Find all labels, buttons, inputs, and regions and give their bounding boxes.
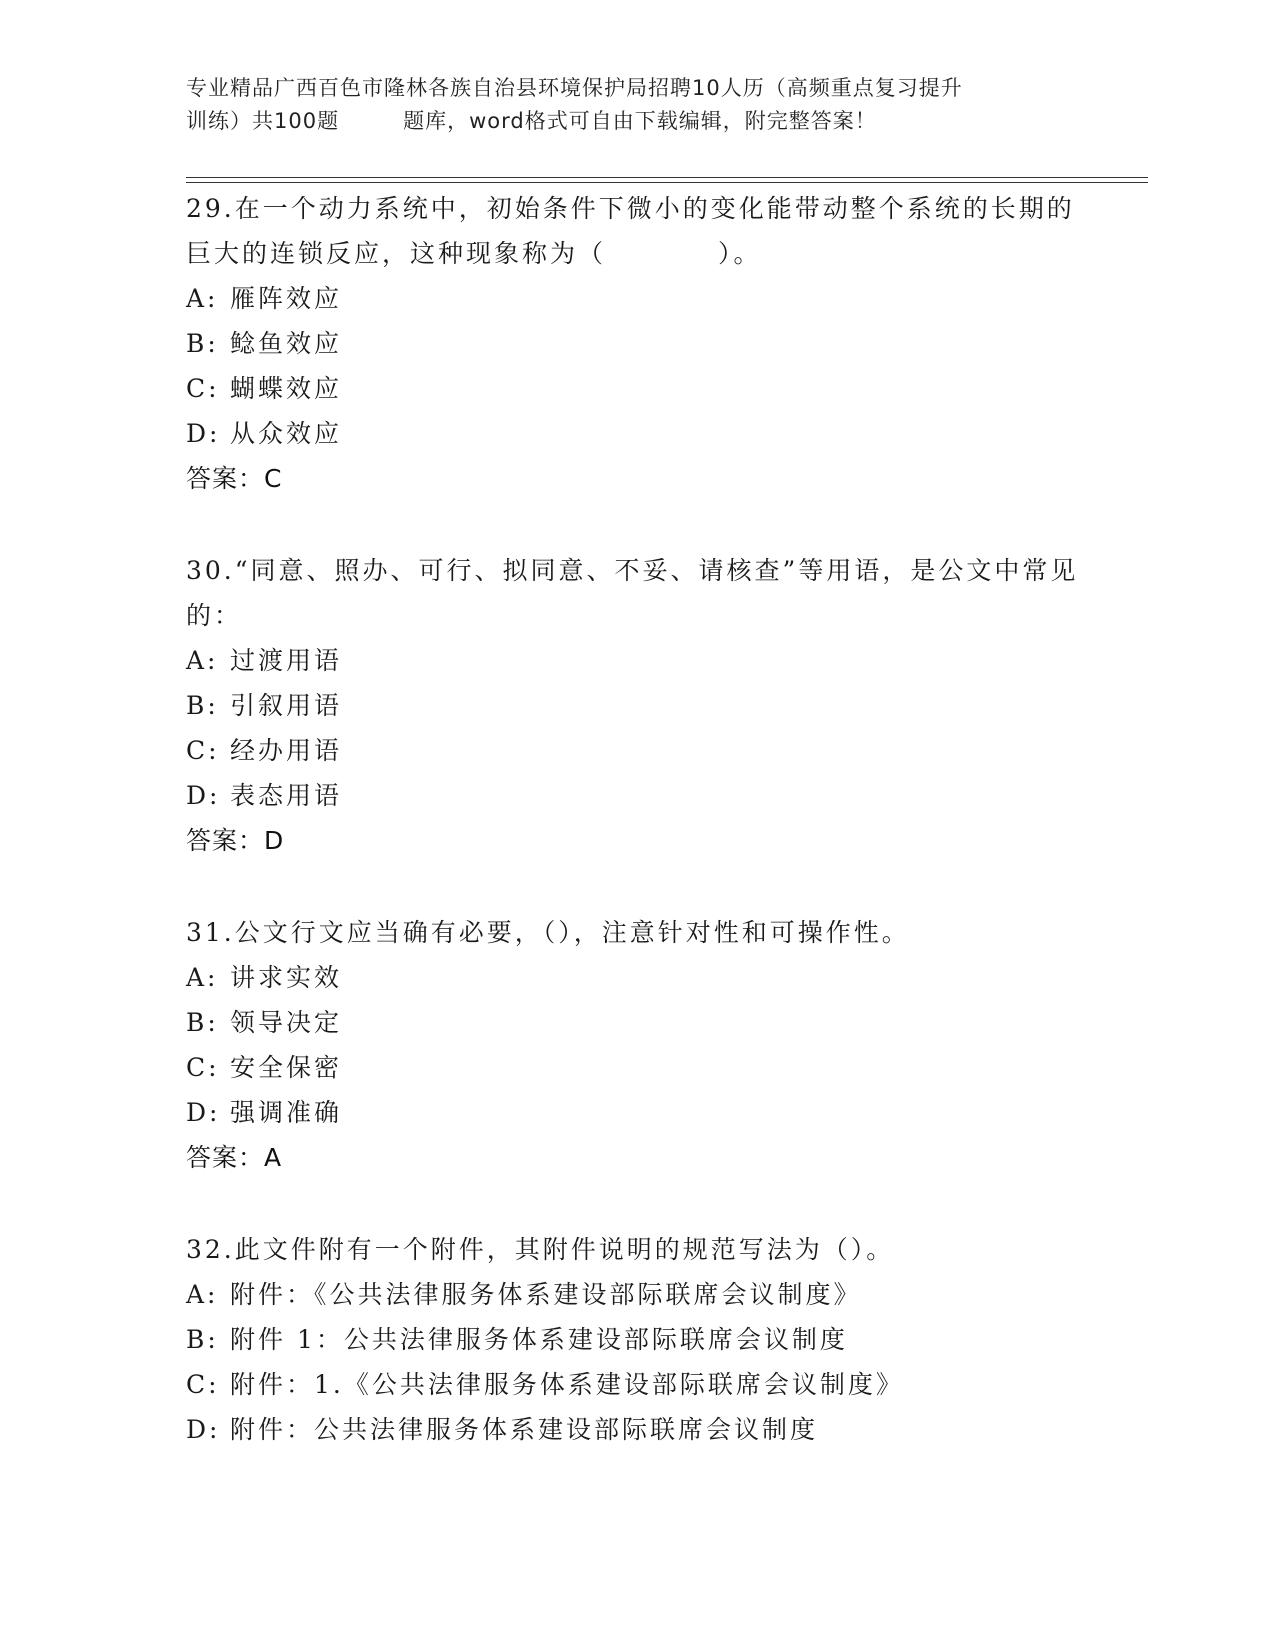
option-text: 讲求实效 <box>230 963 343 992</box>
option-c <box>186 366 1086 411</box>
option-key: D: <box>186 1415 221 1444</box>
option-text: 领导决定 <box>230 1008 343 1037</box>
option-d <box>186 1090 1086 1135</box>
option-b <box>186 683 1086 728</box>
header-line-1: 专业精品广西百色市隆林各族自治县环境保护局招聘10人历（高频重点复习提升 <box>186 76 963 100</box>
option-key: B: <box>186 1008 219 1037</box>
question-spacer <box>186 1180 1086 1227</box>
option-key: A: <box>186 646 219 675</box>
option-d <box>186 773 1086 818</box>
option-key: C: <box>186 736 220 765</box>
question-list <box>186 186 1086 1452</box>
option-key: D: <box>186 781 221 810</box>
option-a <box>186 276 1086 321</box>
option-text: 附件：《公共法律服务体系建设部际联席会议制度》 <box>230 1280 862 1309</box>
option-key: B: <box>186 691 219 720</box>
option-c <box>186 1045 1086 1090</box>
header-divider-top <box>186 177 1148 178</box>
option-text: 强调准确 <box>230 1098 343 1127</box>
option-text: 过渡用语 <box>230 646 343 675</box>
option-c <box>186 728 1086 773</box>
option-key: C: <box>186 374 220 403</box>
option-b <box>186 321 1086 366</box>
option-key: C: <box>186 1053 220 1082</box>
option-key: B: <box>186 1325 219 1354</box>
option-text: 蝴蝶效应 <box>230 374 343 403</box>
option-text: 鲶鱼效应 <box>230 329 343 358</box>
answer-line: 答案：C <box>186 464 283 493</box>
option-b <box>186 1317 1086 1362</box>
option-text: 安全保密 <box>230 1053 343 1082</box>
question-text: 30.“同意、照办、可行、拟同意、不妥、请核查”等用语，是公文中常见的： <box>186 556 1079 630</box>
option-key: B: <box>186 329 219 358</box>
option-key: D: <box>186 1098 221 1127</box>
question-29 <box>186 186 1086 501</box>
answer-line: 答案：D <box>186 826 285 855</box>
option-key: A: <box>186 1280 219 1309</box>
option-text: 经办用语 <box>230 736 343 765</box>
question-30 <box>186 548 1086 863</box>
option-b <box>186 1000 1086 1045</box>
question-spacer <box>186 863 1086 910</box>
header-line-2-part-1: 训练）共100题 <box>186 109 340 133</box>
option-key: A: <box>186 963 219 992</box>
question-spacer <box>186 501 1086 548</box>
question-text: 32.此文件附有一个附件，其附件说明的规范写法为（）。 <box>186 1235 895 1264</box>
option-d <box>186 1407 1086 1452</box>
header-line-2-part-2: 题库，word格式可自由下载编辑，附完整答案！ <box>403 109 877 133</box>
question-32 <box>186 1227 1086 1452</box>
header-line-2 <box>186 105 1086 138</box>
option-text: 引叙用语 <box>230 691 343 720</box>
option-a <box>186 1272 1086 1317</box>
document-header <box>186 72 1086 138</box>
option-text: 附件 1：公共法律服务体系建设部际联席会议制度 <box>230 1325 848 1354</box>
header-divider-bottom <box>186 182 1148 183</box>
option-d <box>186 411 1086 456</box>
option-text: 雁阵效应 <box>230 284 343 313</box>
option-a <box>186 955 1086 1000</box>
question-text: 29.在一个动力系统中，初始条件下微小的变化能带动整个系统的长期的巨大的连锁反应，这种现象称为（ ）。 <box>186 194 1075 268</box>
option-text: 附件：1.《公共法律服务体系建设部际联席会议制度》 <box>230 1370 904 1399</box>
option-text: 附件：公共法律服务体系建设部际联席会议制度 <box>230 1415 819 1444</box>
option-text: 表态用语 <box>230 781 343 810</box>
question-text: 31.公文行文应当确有必要，（），注意针对性和可操作性。 <box>186 918 910 947</box>
answer-line: 答案：A <box>186 1143 283 1172</box>
option-text: 从众效应 <box>230 419 343 448</box>
question-31 <box>186 910 1086 1180</box>
option-key: A: <box>186 284 219 313</box>
option-key: D: <box>186 419 221 448</box>
option-a <box>186 638 1086 683</box>
option-key: C: <box>186 1370 220 1399</box>
option-c <box>186 1362 1086 1407</box>
